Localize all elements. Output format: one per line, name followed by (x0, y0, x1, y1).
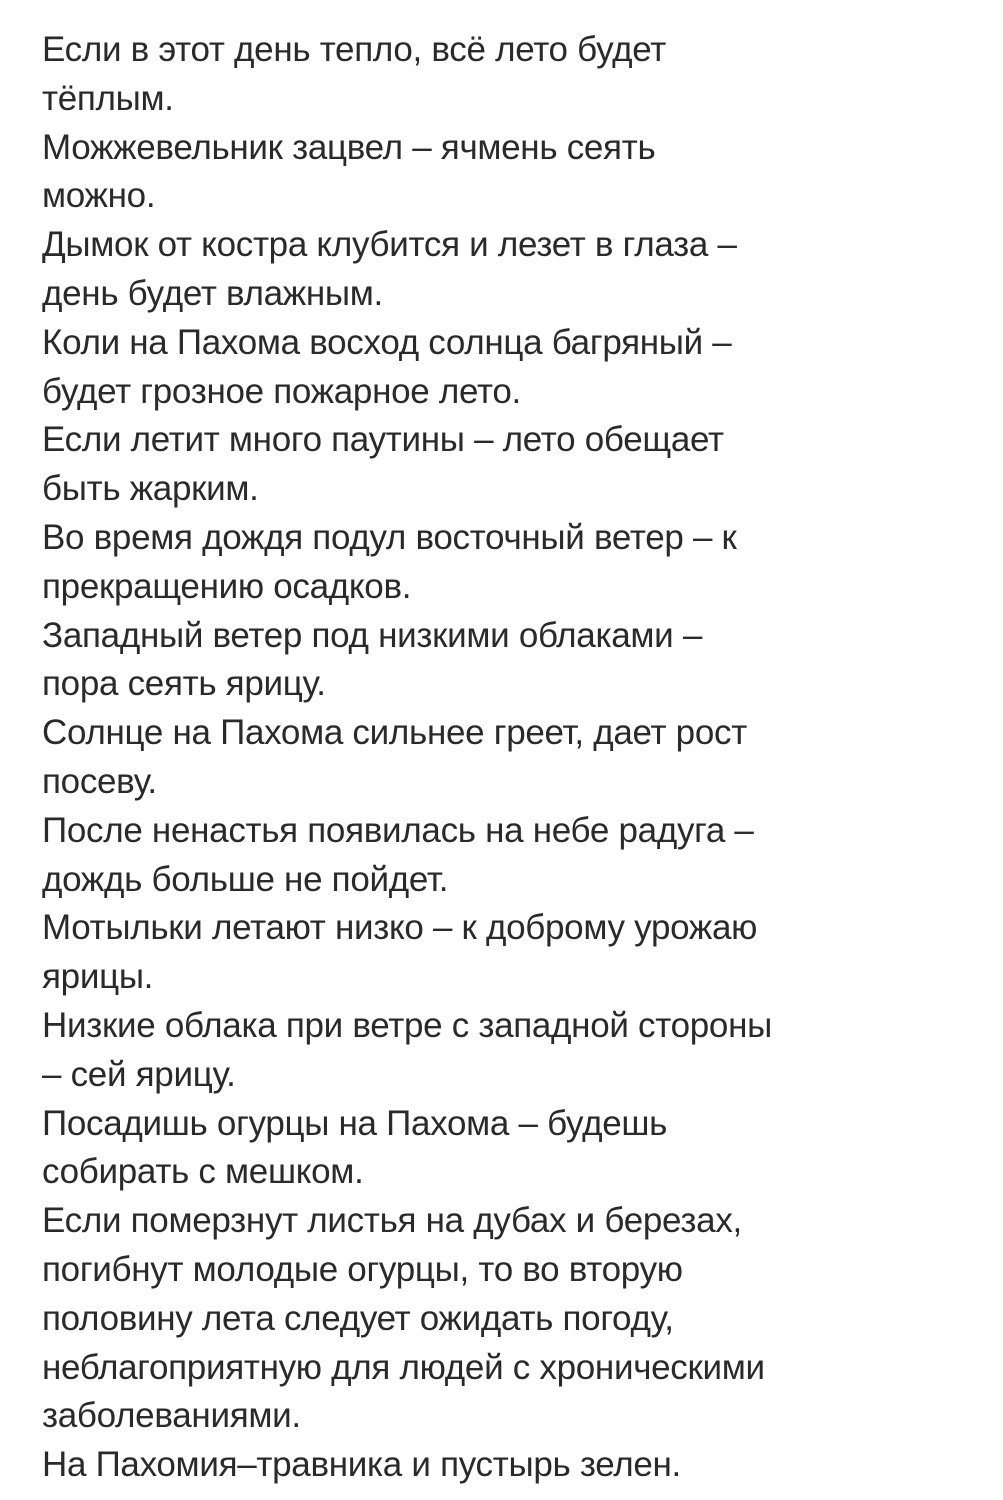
omen-paragraph (42, 1002, 972, 1100)
omen-paragraph (42, 904, 972, 1002)
text-line: На Пахомия–травника и пустырь зелен. (42, 1445, 681, 1485)
text-line: Солнце на Пахома сильнее греет, дает рост (42, 713, 747, 753)
text-line: Мотыльки летают низко – к доброму урожаю (42, 908, 758, 948)
omen-paragraph (42, 612, 972, 710)
omen-paragraph (42, 1197, 972, 1441)
text-line: Можжевельник зацвел – ячмень сеять (42, 127, 656, 167)
text-line: Если в этот день тепло, всё лето будет (42, 30, 667, 69)
omen-paragraph (42, 416, 972, 514)
omen-paragraph (42, 709, 972, 807)
text-line: посеву. (42, 761, 157, 801)
text-line: Дымок от костра клубится и лезет в глаза – (42, 225, 737, 265)
text-line: Западный ветер под низкими облаками – (42, 615, 703, 655)
text-line: прекращению осадков. (42, 566, 412, 606)
text-line: пора сеять ярицу. (42, 664, 326, 704)
text-line: собирать с мешком. (42, 1152, 364, 1192)
omen-paragraph (42, 124, 972, 222)
text-line: Посадишь огурцы на Пахома – будешь (42, 1103, 668, 1143)
text-line: быть жарким. (42, 469, 259, 509)
text-line: будет грозное пожарное лето. (42, 371, 521, 411)
text-line: день будет влажным. (42, 273, 383, 313)
text-line: половину лета следует ожидать погоду, (42, 1298, 674, 1338)
text-line: дождь больше не пойдет. (42, 859, 449, 899)
omen-paragraph (42, 221, 972, 319)
text-line: Во время дождя подул восточный ветер – к (42, 517, 737, 557)
text-line: неблагоприятную для людей с хроническими (42, 1347, 765, 1387)
document-text (42, 26, 972, 1490)
text-line: – сей ярицу. (42, 1054, 236, 1094)
text-line: Коли на Пахома восход солнца багряный – (42, 322, 732, 362)
omen-paragraph (42, 514, 972, 612)
text-line: Если померзнут листья на дубах и березах, (42, 1201, 742, 1241)
text-line: Если летит много паутины – лето обещает (42, 420, 724, 460)
omen-paragraph (42, 807, 972, 905)
text-line: ярицы. (42, 957, 154, 997)
text-line: Низкие облака при ветре с западной стороны (42, 1005, 772, 1045)
text-line: заболеваниями. (42, 1396, 301, 1436)
omen-paragraph (42, 319, 972, 417)
omen-paragraph (42, 1100, 972, 1198)
text-line: погибнут молодые огурцы, то во вторую (42, 1249, 683, 1289)
text-line: можно. (42, 176, 156, 216)
omen-paragraph (42, 26, 972, 124)
text-line: тёплым. (42, 78, 174, 118)
omen-paragraph (42, 1441, 972, 1490)
text-line: После ненастья появилась на небе радуга – (42, 810, 754, 850)
